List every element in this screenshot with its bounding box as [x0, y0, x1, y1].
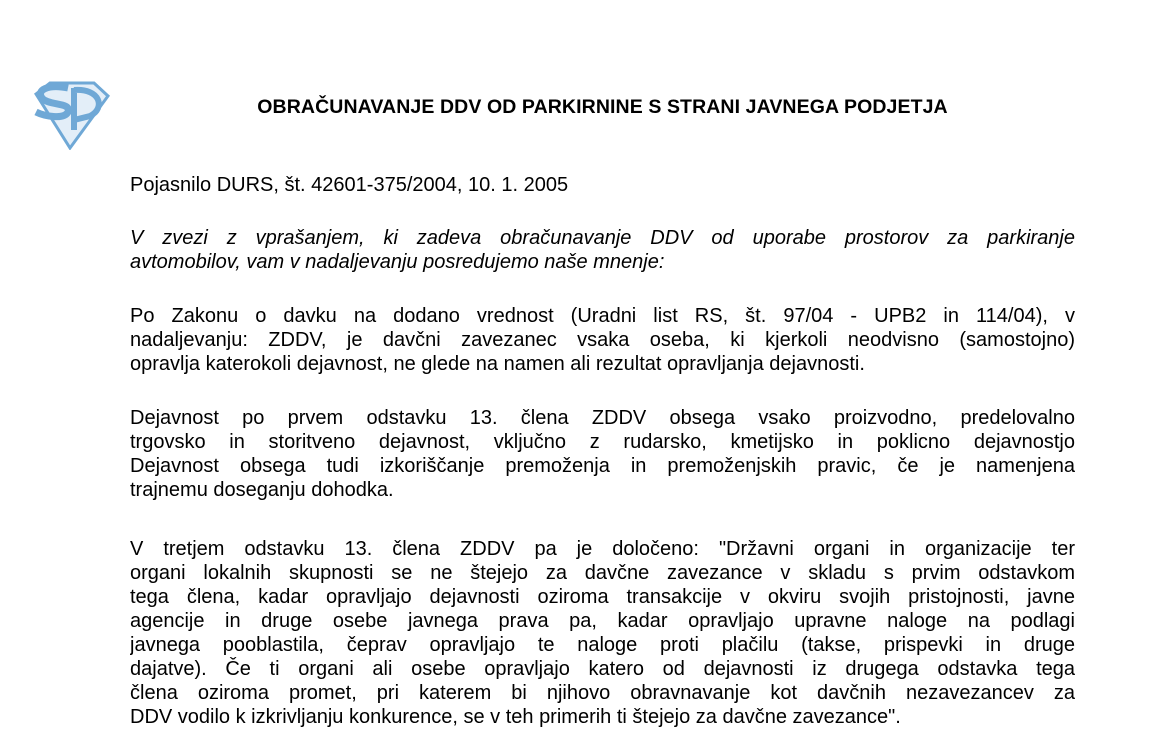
paragraph-2 [130, 406, 1075, 502]
text-line: trgovsko in storitveno dejavnost, vključno z rudarsko, kmetijsko in poklicno dejavnostjo [130, 431, 1075, 453]
intro-paragraph [130, 226, 1075, 274]
text-line: Dejavnost po prvem odstavku 13. člena ZDDV obsega vsako proizvodno, predelovalno [130, 407, 1075, 429]
text-line: javnega pooblastila, čeprav opravljajo te naloge proti plačilu (takse, prispevki in druge [130, 634, 1075, 656]
text-line: V zvezi z vprašanjem, ki zadeva obračunavanje DDV od uporabe prostorov za parkiranje [130, 227, 1075, 249]
text-line: Dejavnost obsega tudi izkoriščanje premoženja in premoženjskih pravic, če je namenjena [130, 455, 1075, 477]
text-line: agencije in druge osebe javnega prava pa, kadar opravljajo upravne naloge na podlagi [130, 610, 1075, 632]
text-line: organi lokalnih skupnosti se ne štejejo za davčne zavezance v skladu s prvim odstavkom [130, 562, 1075, 584]
text-line: tega člena, kadar opravljajo dejavnosti oziroma transakcije v okviru svojih pristojnosti, javne [130, 586, 1075, 608]
text-line: člena oziroma promet, pri katerem bi njihovo obravnavanje kot davčnih nezavezancev za [130, 682, 1075, 704]
text-line: trajnemu doseganju dohodka. [130, 479, 394, 501]
sd-logo [28, 80, 112, 150]
text-line: opravlja katerokoli dejavnost, ne glede na namen ali rezultat opravljanja dejavnosti. [130, 353, 865, 375]
text-line: avtomobilov, vam v nadaljevanju posredujemo naše mnenje: [130, 251, 665, 273]
text-line: V tretjem odstavku 13. člena ZDDV pa je določeno: "Državni organi in organizacije ter [130, 538, 1075, 560]
paragraph-1 [130, 304, 1075, 376]
text-line: nadaljevanju: ZDDV, je davčni zavezanec vsaka oseba, ki kjerkoli neodvisno (samostojno) [130, 329, 1075, 351]
reference-line: Pojasnilo DURS, št. 42601-375/2004, 10. 1. 2005 [130, 174, 569, 196]
text-line: DDV vodilo k izkrivljanju konkurence, se v teh primerih ti štejejo za davčne zavezance". [130, 706, 901, 728]
document-title: OBRAČUNAVANJE DDV OD PARKIRNINE S STRANI JAVNEGA PODJETJA [257, 96, 948, 118]
text-line: dajatve). Če ti organi ali osebe opravljajo katero od dejavnosti iz drugega odstavka tega [130, 658, 1075, 680]
text-line: Po Zakonu o davku na dodano vrednost (Uradni list RS, št. 97/04 - UPB2 in 114/04), v [130, 305, 1075, 327]
paragraph-3 [130, 537, 1075, 729]
